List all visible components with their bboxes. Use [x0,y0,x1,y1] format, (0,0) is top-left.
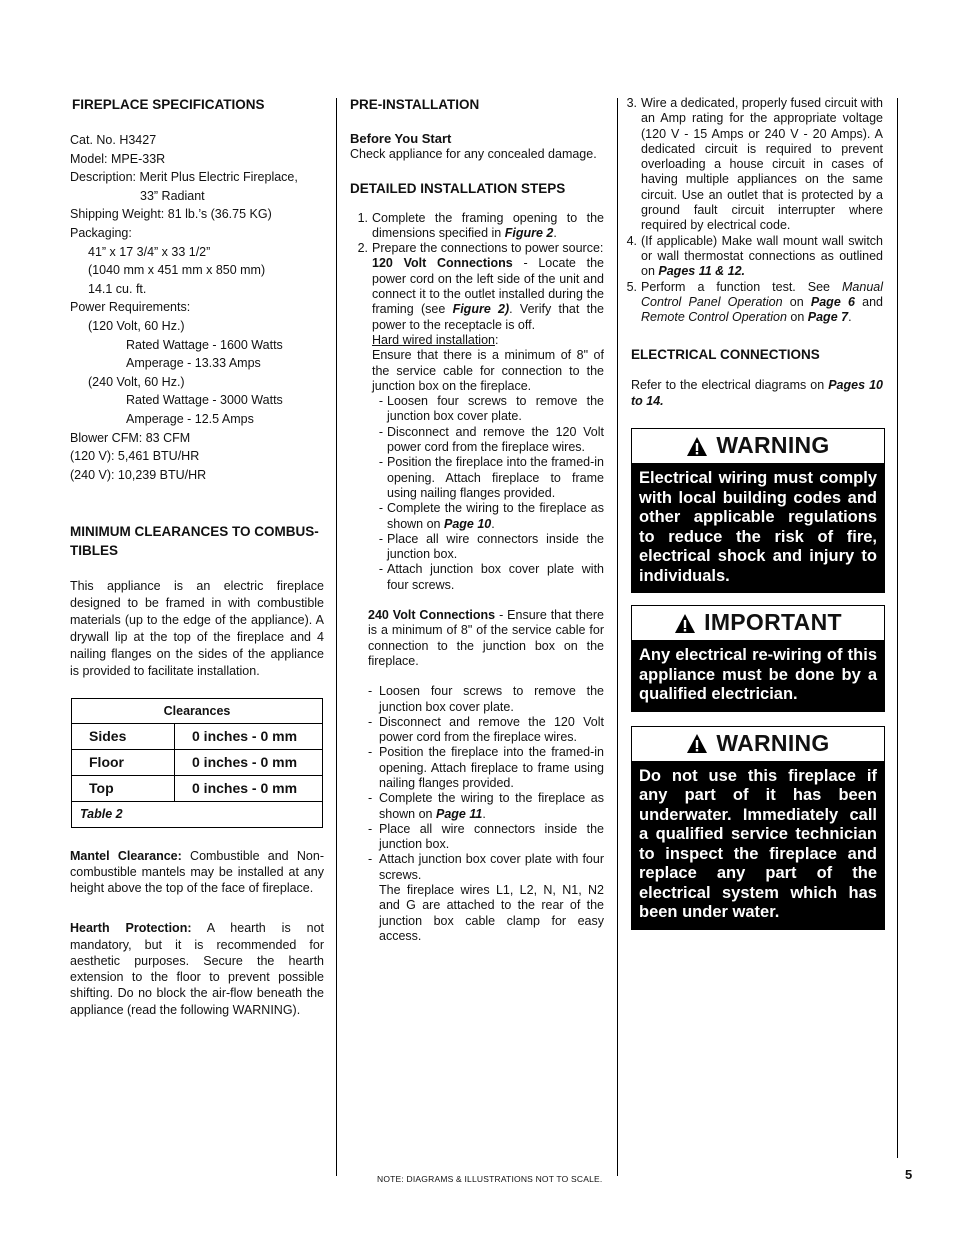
table-cell-label: Floor [72,750,175,776]
dash-text: Attach junction box cover plate with four screws. [379,852,604,882]
important-body: Any electrical re-wiring of this appliance must be done by a qualified electrician. [632,640,884,711]
hearth-label: Hearth Protection: [70,921,192,936]
specs-list [70,131,324,484]
spec-a120: Amperage - 13.33 Amps [126,356,261,371]
v120-ref: Figure 2) [452,302,510,317]
mantel-text: Combustible and Non-combustible mantels may be installed at any height above the top of the face of fireplace. [70,849,324,896]
warning-triangle-icon [674,613,696,634]
dash-text: Position the fireplace into the framed-in opening. Attach fireplace to frame using nailing flanges provided. [379,745,604,790]
dash-text: Place all wire connectors inside the junction box. [387,531,604,562]
v240-label: 240 Volt Connections [368,608,496,623]
electrical-text-body: Refer to the electrical diagrams on [631,378,829,393]
table-cell-label: Top [72,776,175,802]
dash-text: Complete the wiring to the fireplace as shown on [379,791,604,821]
v240-steps [350,684,604,944]
spec-cat: Cat. No. H3427 [70,133,157,147]
hearth-text: A hearth is not mandatory, but it is recommended for aesthetic purposes. Secure the hearth extension to the floor to prevent possible shifting. Do no block the air-flow beneath the appliance (read the following WARNING). [70,921,324,1017]
list-item: 3. Wire a dedicated, properly fused circuit with an Amp rating for the appropriate voltage (120 V - 15 Amps or 240 V - 20 Amps). A dedicated circuit is required to prevent overloading a house circuit in cases of having multiple appliances on the same circuit. Use an outlet that is protected by a ground fault circuit interrupter where required by electrical code. [626,96,883,233]
step5-and: and [854,294,883,309]
list-item: - Attach junction box cover plate with four screws. [378,562,604,592]
column-divider-left [336,98,337,1176]
important-title-text: IMPORTANT [704,609,842,636]
v240-paragraph [350,608,604,669]
clearances-paragraph: This appliance is an electric fireplace designed to be framed in with combustible materials (up to the edge of the appliance). A drywall lip at the top of the fireplace and 4 nailing flanges on the sides of the appliance is provided to facilitate installation. [70,579,324,679]
clearances-table [71,698,323,828]
step1-ref: Figure 2 [504,225,554,240]
warning-body: Do not use this fireplace if any part of it has been underwater. Immediately call a qualified service technician to inspect the fireplace and replace any part of the electrical system which has been under water. [632,761,884,929]
electrical-ref: Pages 10 to 14. [631,378,883,408]
spec-desc-2: 33” Radiant [140,188,205,203]
page-ref: Page 10 [443,516,492,531]
v240-text: - Ensure that there is a minimum of 8" of the service cable for connection to the junction box on the fireplace. [368,608,604,668]
step5-end: . [848,310,852,325]
step5-on: on [786,310,808,325]
step3-text: Wire a dedicated, properly fused circuit with an Amp rating for the appropriate voltage (120 V - 15 Amps or 240 V - 20 Amps). A dedicated circuit is required to prevent overloading a house circuit in cases of having multiple appliances on the same circuit. Use an outlet that is protected by a ground fault circuit interrupter where required by electrical code. [641,96,883,233]
hard-wired-label: Hard wired installation [372,332,495,347]
important-box [631,605,885,712]
column-1 [70,96,324,1018]
step1-end: . [553,225,557,240]
warning-triangle-icon [686,733,708,754]
list-item: - Place all wire connectors inside the junction box. [378,531,604,562]
spec-w240: Rated Wattage - 3000 Watts [126,393,283,408]
list-item: - Attach junction box cover plate with four screws. [368,852,604,882]
important-title [632,606,884,640]
dash-text: Disconnect and remove the 120 Volt power cord from the fireplace wires. [379,714,604,745]
table-header: Clearances [72,699,323,724]
step5-text: Perform a function test. See [641,279,842,294]
specs-heading: FIREPLACE SPECIFICATIONS [72,97,265,112]
step5-on: on [782,294,811,309]
spec-v120: (120 Volt, 60 Hz.) [88,318,185,333]
page-number: 5 [905,1167,913,1182]
step5-page-ref: Page 7 [807,310,849,325]
spec-pack-2: (1040 mm x 451 mm x 850 mm) [88,263,266,278]
spec-w120: Rated Wattage - 1600 Watts [126,337,283,352]
before-text: Check appliance for any concealed damage. [350,147,597,162]
list-item: 5. Perform a function test. See Manual Control Panel Operation on Page 6 and Remote Control Operation on Page 7. [626,279,883,325]
spec-pack-3: 14.1 cu. ft. [88,281,147,296]
spec-v240: (240 Volt, 60 Hz.) [88,374,185,389]
hard-wired-colon: : [494,332,499,347]
list-item: - Position the fireplace into the framed-in opening. Attach fireplace to frame using nailing flanges provided. [368,745,604,790]
list-item: - Place all wire connectors inside the junction box. [368,821,604,852]
warning-triangle-icon [686,436,708,457]
dash-text: Position the fireplace into the framed-in opening. Attach fireplace to frame using nailing flanges provided. [387,455,604,500]
step4-ref: Pages 11 & 12. [658,264,746,279]
electrical-heading: ELECTRICAL CONNECTIONS [631,347,820,363]
column-3 [626,96,883,930]
table-row [72,724,323,750]
step5-ref-title: Manual Control Panel Operation [641,279,883,309]
spec-model: Model: MPE-33R [70,151,166,166]
mantel-paragraph [70,848,324,896]
warning-title [632,727,884,761]
spec-a240: Amperage - 12.5 Amps [126,411,254,426]
list-item: - Loosen four screws to remove the junction box cover plate. [378,394,604,424]
dash-text: Loosen four screws to remove the junction box cover plate. [387,394,604,424]
dash-text: Complete the wiring to the fireplace as shown on [387,501,604,531]
list-item: - Disconnect and remove the 120 Volt power cord from the fireplace wires. [368,714,604,745]
list-item: - Complete the wiring to the fireplace as shown on Page 10. [378,501,604,531]
installation-steps [350,211,604,593]
warning-box-underwater [631,726,885,930]
hard-wired-text: Ensure that there is a minimum of 8" of the service cable for connection to the junction box on the fireplace. [372,348,604,393]
v120-text: - Locate the power cord on the left side of the unit and connect it to the outlet installed during the framing (see [372,256,604,317]
dash-text: Attach junction box cover plate with four screws. [387,562,604,592]
spec-ship: Shipping Weight: 81 lb.’s (36.75 KG) [70,207,272,222]
warning-title-text: WARNING [716,432,830,459]
step2-text: Prepare the connections to power source: [372,241,604,256]
installation-steps-continued [619,96,883,325]
page-edge-rule [897,98,898,1158]
dash-text: Place all wire connectors inside the junction box. [379,821,604,852]
spec-btu240: (240 V): 10,239 BTU/HR [70,467,207,482]
electrical-text [631,378,883,409]
list-item: - Position the fireplace into the framed-in opening. Attach fireplace to frame using nailing flanges provided. [378,455,604,500]
list-item: - Loosen four screws to remove the junction box cover plate. [368,684,604,714]
warning-body: Electrical wiring must comply with local building codes and other applicable regulations to reduce the risk of fire, electrical shock and injury to individuals. [632,463,884,592]
spec-desc: Description: Merit Plus Electric Fireplace, [70,170,298,185]
step4-text: (If applicable) Make wall mount wall switch or wall thermostat connections as outlined on [641,233,883,279]
table-cell-value: 0 inches - 0 mm [175,724,323,750]
mantel-label: Mantel Clearance: [70,849,182,864]
table-cell-label: Sides [72,724,175,750]
list-item: - Complete the wiring to the fireplace as shown on Page 11. [368,791,604,821]
v120-label: 120 Volt Connections [372,256,513,271]
table-cell-value: 0 inches - 0 mm [175,750,323,776]
hearth-paragraph [70,920,324,1018]
spec-pack-1: 41” x 17 3/4” x 33 1/2” [88,244,211,259]
step1-text: Complete the framing opening to the dimensions specified in [372,210,604,240]
table-caption: Table 2 [72,802,323,828]
pre-installation-heading: PRE-INSTALLATION [350,97,480,112]
warning-title [632,429,884,463]
clearances-heading-line1: MINIMUM CLEARANCES TO COMBUS- [70,524,319,540]
before-heading: Before You Start [350,131,452,146]
steps-heading: DETAILED INSTALLATION STEPS [350,180,566,196]
table-row [72,750,323,776]
list-item: - Disconnect and remove the 120 Volt power cord from the fireplace wires. [378,424,604,455]
table-row [72,776,323,802]
dash-text: Loosen four screws to remove the junction box cover plate. [379,684,604,714]
list-item: 2. Prepare the connections to power source: 120 Volt Connections - Locate the power cord on the left side of the unit and connect it to the outlet installed during the framing (see Figure 2). Verify that the power to the receptacle is off. Hard wired installation: Ensure that there is a minimum of 8" of the service cable for connection to the junction box on the fireplace. - Loosen four screws to remove the junction box cover plate. - Disconnect and remove the 120 Volt power cord from the fireplace wires. - Position the fireplace into the framed-in opening. Attach fireplace to frame using nailing flanges provided. - Complete the wiring to the fireplace as shown on Page 10. - Place all wire connectors inside the junction box. - Attach junction box cover plate with four screws. [357,241,604,592]
spec-blower: Blower CFM: 83 CFM [70,430,191,445]
clearances-heading-line2: TIBLES [70,543,119,559]
v120-text-end: . Verify that the power to the receptacle is off. [372,302,604,332]
list-item: 4. (If applicable) Make wall mount wall switch or wall thermostat connections as outlined on Pages 11 & 12. [626,233,883,279]
scale-note: NOTE: DIAGRAMS & ILLUSTRATIONS NOT TO SCALE. [377,1174,603,1184]
step5-page-ref: Page 6 [810,294,855,309]
column-divider-right [617,98,618,1176]
wires-text: The fireplace wires L1, L2, N, N1, N2 and G are attached to the rear of the junction box cable clamp for easy access. [379,883,604,943]
step5-ref-title: Remote Control Operation [641,310,787,325]
column-2 [350,96,604,944]
warning-title-text: WARNING [716,729,830,756]
page-ref: Page 11 [435,806,483,821]
table-cell-value: 0 inches - 0 mm [175,776,323,802]
warning-box-wiring [631,428,885,593]
list-item: 1. Complete the framing opening to the dimensions specified in Figure 2. [357,210,604,240]
spec-power: Power Requirements: [70,300,191,315]
dash-text: Disconnect and remove the 120 Volt power cord from the fireplace wires. [387,424,604,455]
spec-pack: Packaging: [70,225,132,240]
spec-btu120: (120 V): 5,461 BTU/HR [70,449,200,464]
clearances-heading [70,522,324,560]
